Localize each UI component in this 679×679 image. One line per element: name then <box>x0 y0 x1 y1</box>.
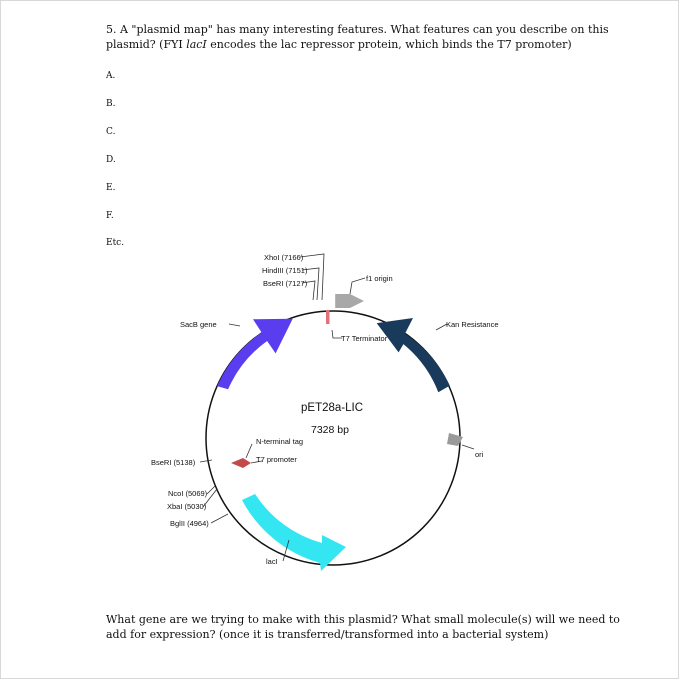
list-item-e: E. <box>106 183 116 193</box>
question-line-1: 5. A "plasmid map" has many interesting features. What features can you describe on this <box>106 23 609 36</box>
question-line-2-end: encodes the lac repressor protein, which binds the T7 promoter) <box>206 37 572 51</box>
hindiii-label: HindIII (7151) <box>262 266 308 275</box>
list-item-c: C. <box>106 127 116 137</box>
bsera-left-leader <box>200 460 212 462</box>
ori-leader <box>462 445 474 449</box>
t7-terminator-label: T7 Terminator <box>341 334 388 343</box>
list-item-f: F. <box>106 211 114 221</box>
t7-terminator-marker <box>326 310 330 324</box>
plasmid-name: pET28a-LIC <box>301 402 364 414</box>
laci-label: lacI <box>266 557 278 566</box>
kan-resistance-label: Kan Resistance <box>446 320 499 329</box>
question-line-2-start: plasmid? (FYI <box>106 37 187 51</box>
list-item-etc: Etc. <box>106 238 125 248</box>
kan-resistance-arrow <box>377 318 450 392</box>
sacb-leader <box>229 324 240 326</box>
sacb-label: SacB gene <box>180 320 217 329</box>
plasmid-size: 7328 bp <box>311 424 349 436</box>
list-item-b: B. <box>106 99 116 109</box>
xhoi-leader <box>300 254 324 300</box>
bsera-left-label: BseRI (5138) <box>151 458 196 467</box>
bglii-leader <box>211 514 228 523</box>
xhoi-label: XhoI (7166) <box>264 253 304 262</box>
followup-question <box>106 613 626 642</box>
n-terminal-tag-label: N-terminal tag <box>256 437 304 446</box>
list-item-a: A. <box>106 71 116 81</box>
f1-origin-leader <box>350 278 365 294</box>
question-laci-term: lacI <box>186 37 207 51</box>
xbai-label: XbaI (5030) <box>167 502 207 511</box>
sacb-gene-arrow <box>217 319 293 390</box>
t7-promoter-marker <box>231 458 251 468</box>
ncoi-label: NcoI (5069) <box>168 489 208 498</box>
followup-line-1: What gene are we trying to make with this plasmid? What small molecule(s) will we need to <box>106 613 620 626</box>
f1-origin-label: f1 origin <box>366 274 393 283</box>
t7-promoter-label: T7 promoter <box>256 455 297 464</box>
f1-origin-arrow <box>335 294 364 308</box>
list-item-d: D. <box>106 155 116 165</box>
followup-line-2: add for expression? (once it is transferred/transformed into a bacterial system) <box>106 627 549 641</box>
n-terminal-leader <box>246 444 252 458</box>
bsera-top-label: BseRI (7127) <box>263 279 308 288</box>
ori-label: ori <box>475 450 484 459</box>
bglii-label: BglII (4964) <box>170 519 209 528</box>
